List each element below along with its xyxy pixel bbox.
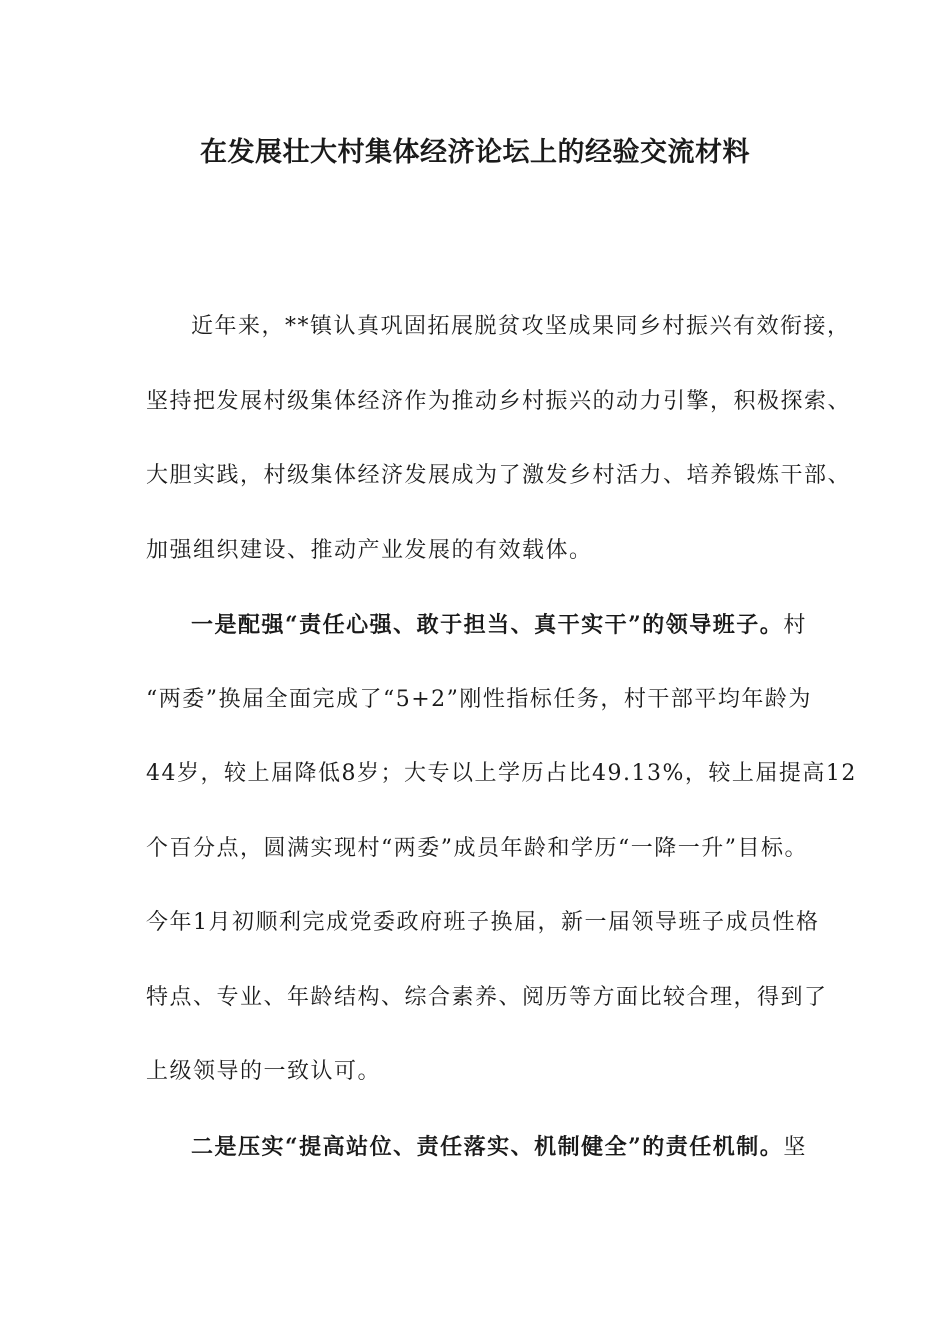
section2-first-line-rest: 坚 (783, 1134, 807, 1160)
document-title: 在发展壮大村集体经济论坛上的经验交流材料 (200, 137, 750, 168)
section1-heading: 一是配强“责任心强、敢于担当、真干实干”的领导班子。 (191, 612, 784, 638)
section1-line-6: 特点、专业、年龄结构、综合素养、阅历等方面比较合理，得到了 (146, 984, 828, 1010)
section1-first-line (146, 601, 806, 676)
intro-line-1: 近年来，**镇认真巩固拓展脱贫攻坚成果同乡村振兴有效衔接， (191, 314, 851, 339)
section1-first-line-rest: 村 (783, 613, 807, 638)
section1-line-2: “两委”换届全面完成了“5+2”刚性指标任务，村干部平均年龄为 (146, 686, 812, 712)
section2-heading: 二是压实“提高站位、责任落实、机制健全”的责任机制。 (191, 1133, 784, 1160)
section1-line-7: 上级领导的一致认可。 (146, 1059, 382, 1084)
section1-line-4: 个百分点，圆满实现村“两委”成员年龄和学历“一降一升”目标。 (146, 835, 808, 861)
intro-line-2: 坚持把发展村级集体经济作为推动乡村振兴的动力引擎，积极探索、 (146, 388, 852, 414)
document-body (146, 303, 857, 1197)
section2-first-line (146, 1123, 806, 1198)
intro-line-3: 大胆实践，村级集体经济发展成为了激发乡村活力、培养锻炼干部、 (146, 463, 852, 488)
intro-line-4: 加强组织建设、推动产业发展的有效载体。 (146, 537, 593, 563)
section1-line-3: 44岁，较上届降低8岁；大专以上学历占比49.13%，较上届提高12 (146, 761, 857, 786)
section1-line-5: 今年1月初顺利完成党委政府班子换届，新一届领导班子成员性格 (146, 910, 820, 935)
